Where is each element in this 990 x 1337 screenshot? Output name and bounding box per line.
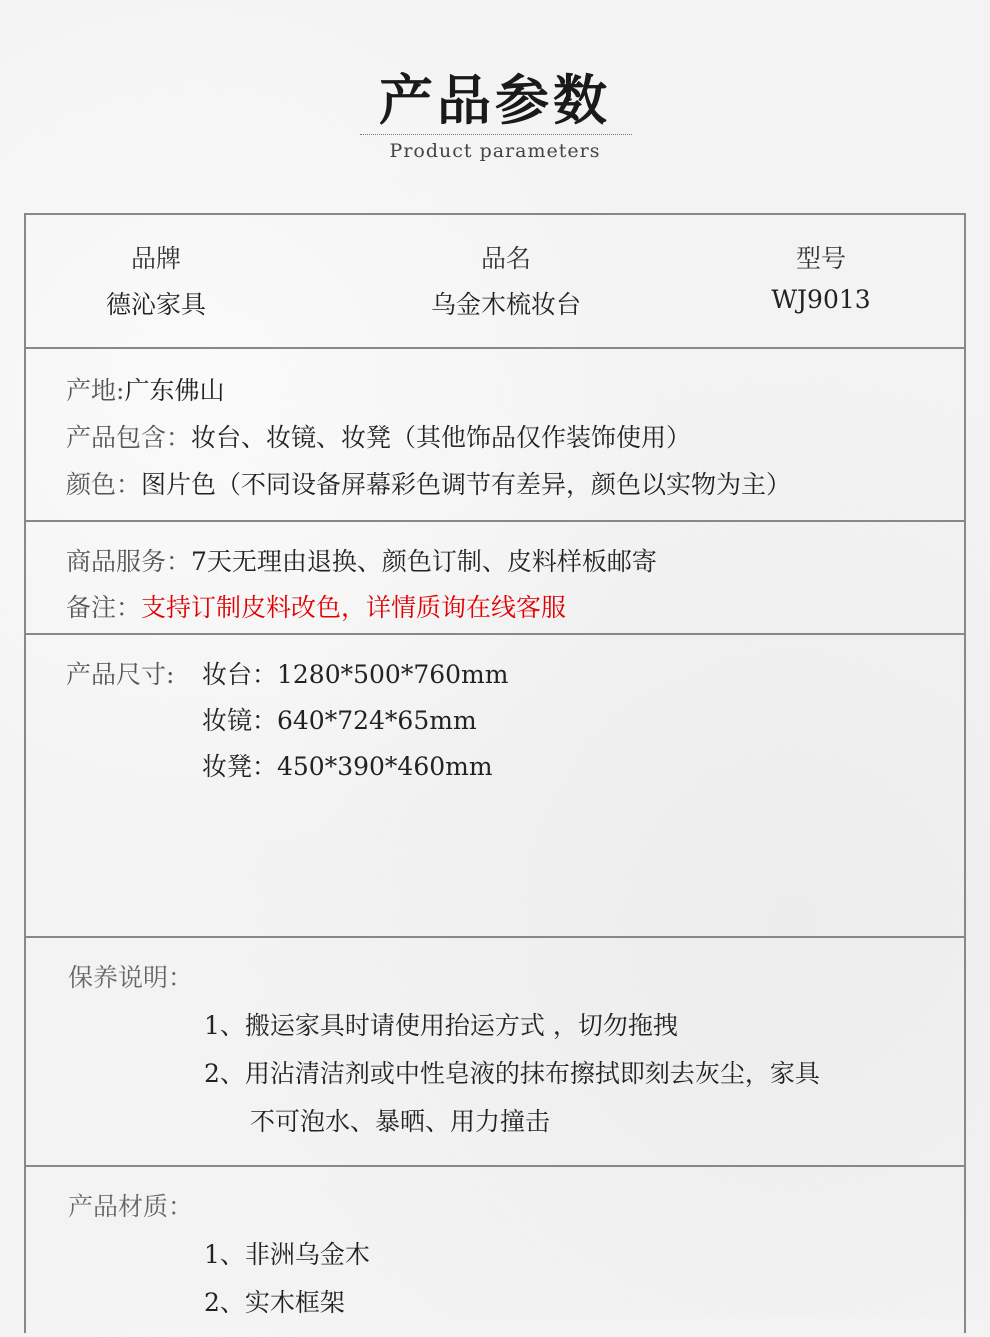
origin-label: 产地: xyxy=(66,376,125,405)
care-section xyxy=(26,938,964,1167)
color-row xyxy=(66,465,791,501)
origin-section xyxy=(26,349,964,522)
parameter-table xyxy=(24,213,966,1333)
header xyxy=(0,0,990,200)
material-item-2: 2、实木框架 xyxy=(204,1288,345,1317)
brand-label: 品牌 xyxy=(130,244,181,273)
includes-row xyxy=(66,418,691,454)
origin-value: 广东佛山 xyxy=(124,376,225,405)
includes-value: 妆台、妆镜、妆凳（其他饰品仅作装饰使用） xyxy=(191,423,692,452)
name-label: 品名 xyxy=(480,244,531,273)
brand-cell xyxy=(66,239,246,321)
note-row xyxy=(66,588,566,624)
brand-value: 德沁家具 xyxy=(105,290,206,319)
size-item-stool: 妆凳：450*390*460mm xyxy=(202,752,493,781)
care-item-2: 2、用沾清洁剂或中性皂液的抹布擦拭即刻去灰尘，家具 xyxy=(204,1059,820,1088)
basic-info-section xyxy=(26,215,964,349)
page-title: 产品参数 xyxy=(379,69,611,132)
service-section xyxy=(26,522,964,635)
size-item-mirror: 妆镜：640*724*65mm xyxy=(202,706,477,735)
material-item-1: 1、非洲乌金木 xyxy=(204,1240,370,1269)
includes-label: 产品包含： xyxy=(66,423,192,452)
origin-row xyxy=(66,371,224,407)
name-cell xyxy=(366,239,646,321)
model-value: WJ9013 xyxy=(771,285,871,314)
material-label: 产品材质： xyxy=(68,1192,194,1221)
size-item-dresser: 妆台：1280*500*760mm xyxy=(202,660,509,689)
model-cell xyxy=(726,239,916,314)
care-item-2-continued: 不可泡水、暴晒、用力撞击 xyxy=(250,1107,551,1136)
service-row xyxy=(66,542,657,578)
service-value: 7天无理由退换、颜色订制、皮料样板邮寄 xyxy=(191,547,657,576)
color-label: 颜色： xyxy=(66,470,142,499)
service-label: 商品服务： xyxy=(66,547,192,576)
model-label: 型号 xyxy=(795,244,846,273)
page-subtitle: Product parameters xyxy=(389,140,601,162)
note-value: 支持订制皮料改色，详情质询在线客服 xyxy=(141,593,567,622)
size-label: 产品尺寸: xyxy=(66,660,175,689)
care-item-1: 1、搬运家具时请使用抬运方式 ，切勿拖拽 xyxy=(204,1011,678,1040)
color-value: 图片色（不同设备屏幕彩色调节有差异，颜色以实物为主） xyxy=(141,470,792,499)
care-label: 保养说明： xyxy=(68,963,194,992)
size-section xyxy=(26,635,964,938)
material-section xyxy=(26,1167,964,1337)
name-value: 乌金木梳妆台 xyxy=(430,290,581,319)
note-label: 备注： xyxy=(66,593,142,622)
dotted-divider xyxy=(360,134,632,135)
